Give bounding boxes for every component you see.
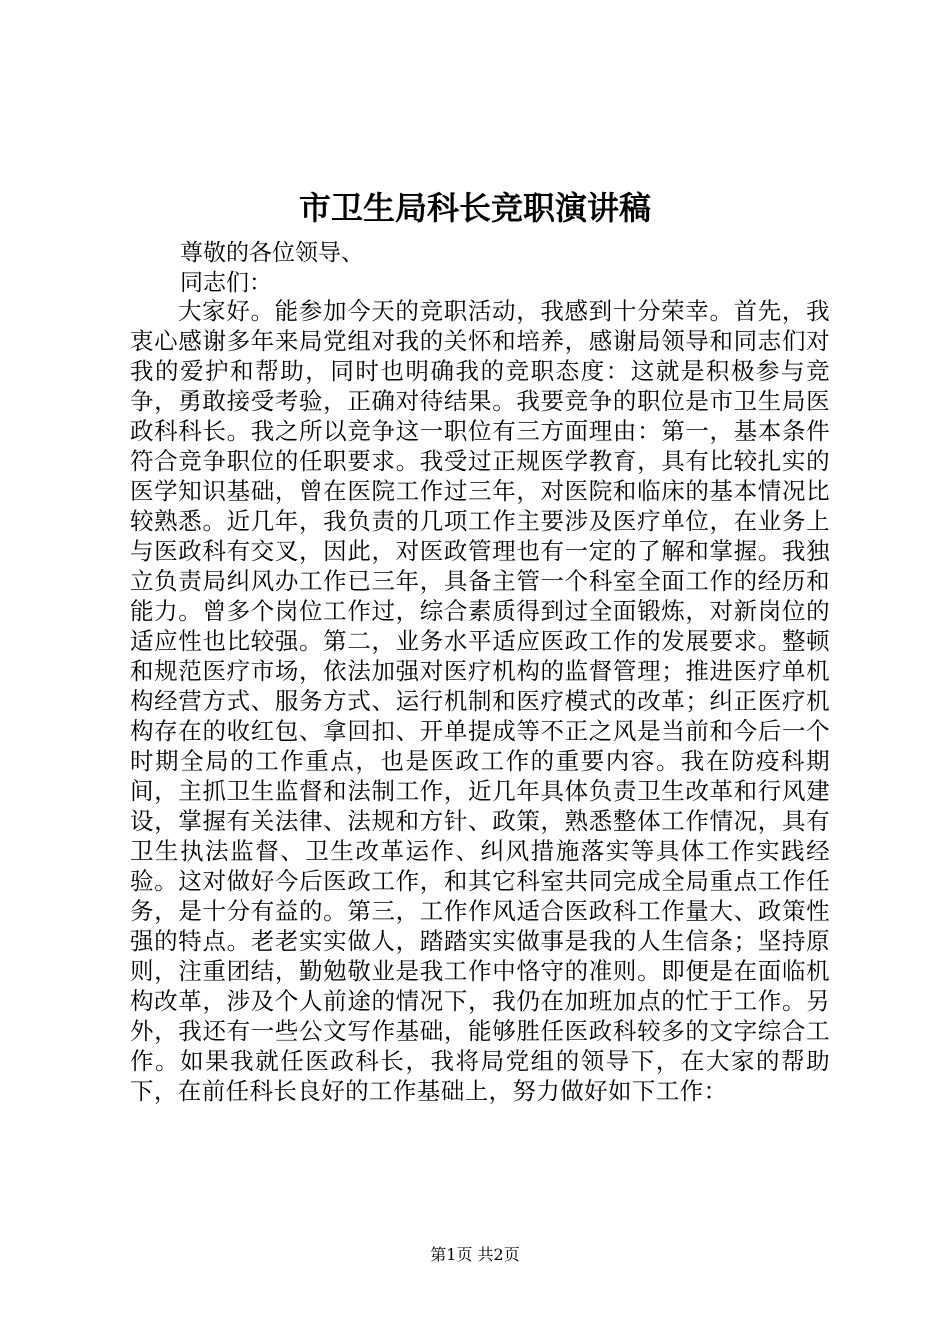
document-title: 市卫生局科长竞职演讲稿: [298, 189, 651, 227]
salutation-line-1: 尊敬的各位领导、: [180, 240, 364, 266]
page-footer: 第1页 共2页: [430, 1245, 520, 1264]
salutation-line-2: 同志们：: [180, 270, 272, 296]
body-paragraph: 大家好。能参加今天的竞职活动，我感到十分荣幸。首先，我衷心感谢多年来局党组对我的关怀和培养，感谢局领导和同志们对我的爱护和帮助，同时也明确我的竞职态度：这就是积极参与竞争，勇敢接受考验，正确对待结果。我要竞争的职位是市卫生局医政科科长。我之所以竞争这一职位有三方面理由：第一，基本条件符合竞争职位的任职要求。我受过正规医学教育，具有比较扎实的医学知识基础，曾在医院工作过三年，对医院和临床的基本情况比较熟悉。近几年，我负责的几项工作主要涉及医疗单位，在业务上与医政科有交叉，因此，对医政管理也有一定的了解和掌握。我独立负责局纠风办工作已三年，具备主管一个科室全面工作的经历和能力。曾多个岗位工作过，综合素质得到过全面锻炼，对新岗位的适应性也比较强。第二，业务水平适应医政工作的发展要求。整顿和规范医疗市场，依法加强对医疗机构的监督管理；推进医疗单机构经营方式、服务方式、运行机制和医疗模式的改革；纠正医疗机构存在的收红包、拿回扣、开单提成等不正之风是当前和今后一个时期全局的工作重点，也是医政工作的重要内容。我在防疫科期间，主抓卫生监督和法制工作，近几年具体负责卫生改革和行风建设，掌握有关法律、法规和方针、政策，熟悉整体工作情况，具有卫生执法监督、卫生改革运作、纠风措施落实等具体工作实践经验。这对做好今后医政工作，和其它科室共同完成全局重点工作任务，是十分有益的。第三，工作作风适合医政科工作量大、政策性强的特点。老老实实做人，踏踏实实做事是我的人生信条；坚持原则，注重团结，勤勉敬业是我工作中恪守的准则。即便是在面临机构改革，涉及个人前途的情况下，我仍在加班加点的忙于工作。另外，我还有一些公文写作基础，能够胜任医政科较多的文字综合工作。如果我就任医政科长，我将局党组的领导下，在大家的帮助下，在前任科长良好的工作基础上，努力做好如下工作：: [130, 297, 830, 1105]
